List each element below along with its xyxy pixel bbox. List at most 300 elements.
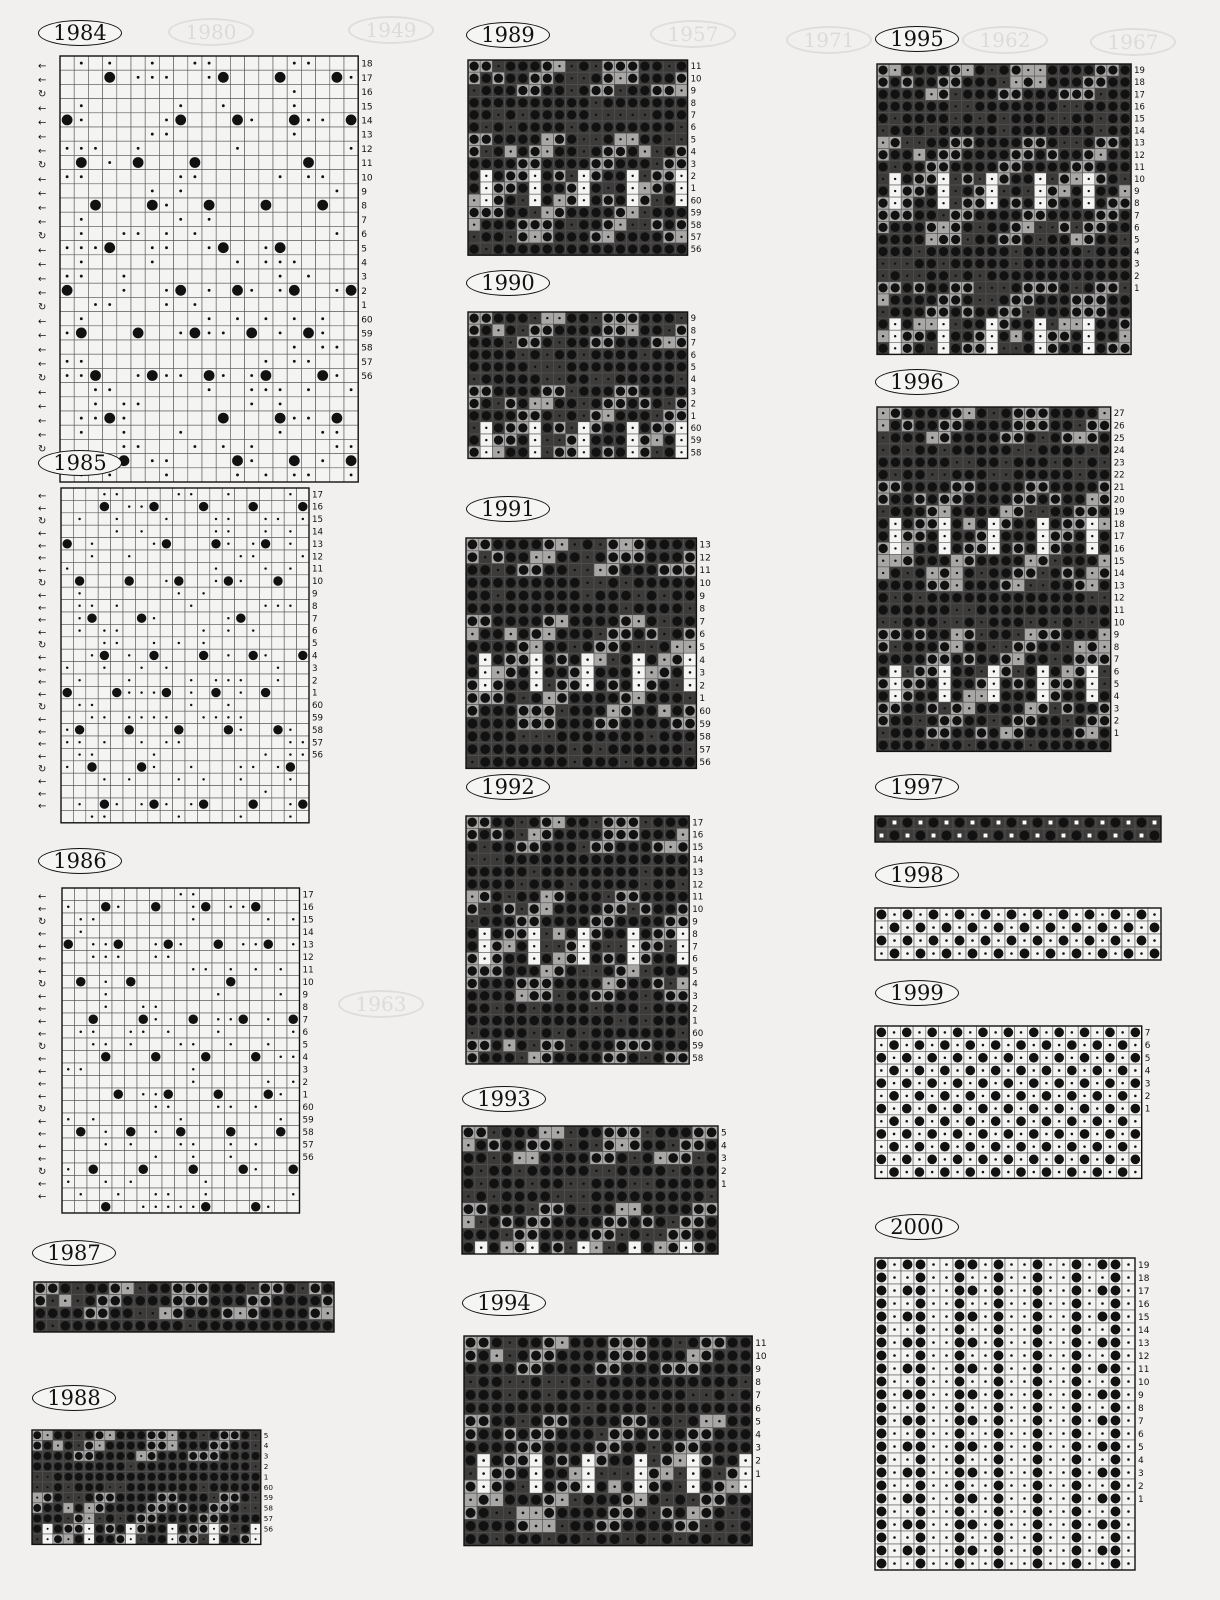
row-number: 58: [690, 220, 702, 231]
grid-cell: [316, 468, 330, 482]
grid-cell: [145, 468, 159, 482]
stitch-mark: [202, 716, 204, 718]
grid-cell: [297, 637, 309, 649]
year-label: 1985: [38, 450, 122, 476]
year-label: 1992: [466, 774, 550, 800]
grid-cell: [117, 383, 131, 397]
grid-cell: [87, 1126, 100, 1139]
grid-cell: [135, 562, 147, 574]
stitch-mark: [66, 729, 68, 731]
grid-cell: [197, 550, 209, 562]
grid-cell: [301, 212, 315, 226]
grid-cell: [187, 951, 200, 964]
stitch-dot: [236, 613, 245, 622]
grid-cell: [162, 1151, 175, 1164]
stitch-mark: [250, 289, 253, 292]
stitch-dot: [518, 135, 527, 144]
stitch-dot: [116, 1494, 124, 1502]
grid-cell: [150, 976, 163, 989]
grid-cell: [247, 662, 259, 674]
stitch-dot: [96, 1483, 104, 1491]
stitch-dot: [469, 244, 478, 253]
stitch-dot: [76, 157, 87, 168]
stitch-dot: [616, 208, 625, 217]
grid-cell: [150, 1138, 163, 1151]
row-number: 56: [302, 1152, 314, 1163]
stitch-mark: [165, 459, 168, 462]
stitch-dot: [570, 668, 580, 678]
grid-cell: [112, 1038, 125, 1051]
grid-cell: [259, 297, 273, 311]
grid-cell: [61, 513, 73, 525]
stitch-mark: [116, 518, 118, 520]
stitch-dot: [518, 147, 527, 156]
stitch-dot: [628, 374, 637, 383]
grid-cell: [275, 976, 288, 989]
stitch-dot: [189, 1473, 197, 1481]
grid-cell: [185, 786, 197, 798]
stitch-mark: [208, 388, 211, 391]
grid-cell: [98, 748, 110, 760]
row-number: 5: [690, 135, 697, 146]
grid-cell: [245, 269, 259, 283]
grid-cell: [98, 550, 110, 562]
stitch-dot: [543, 110, 552, 119]
grid-cell: [202, 340, 216, 354]
stitch-mark: [153, 766, 155, 768]
stitch-mark: [165, 232, 168, 235]
row-number: 60: [690, 423, 702, 434]
stitch-dot: [567, 374, 576, 383]
grid-cell: [159, 155, 173, 169]
stitch-mark: [279, 388, 282, 391]
stitch-dot: [493, 616, 503, 626]
stitch-dot: [567, 135, 576, 144]
grid-cell: [297, 488, 309, 500]
stitch-dot: [158, 1431, 166, 1439]
stitch-dot: [468, 540, 478, 550]
grid-cell: [245, 312, 259, 326]
stitch-dot: [665, 313, 674, 322]
stitch-dot: [519, 540, 529, 550]
stitch-dot: [518, 387, 527, 396]
stitch-dot: [506, 411, 515, 420]
grid-cell: [273, 198, 287, 212]
grid-cell: [137, 1188, 150, 1201]
stitch-mark: [293, 90, 296, 93]
stitch-dot: [468, 744, 478, 754]
stitch-mark: [279, 402, 282, 405]
stitch-dot: [506, 74, 515, 83]
grid-cell: [103, 226, 117, 240]
stitch-mark: [570, 427, 572, 429]
stitch-dot: [506, 98, 515, 107]
stitch-mark: [36, 1538, 38, 1540]
stitch-mark: [80, 175, 83, 178]
stitch-dot: [116, 1473, 124, 1481]
stitch-dot: [264, 940, 274, 950]
stitch-mark: [682, 883, 684, 885]
stitch-dot: [231, 1442, 239, 1450]
stitch-dot: [604, 147, 613, 156]
grid-cell: [187, 1051, 200, 1064]
grid-cell: [210, 773, 222, 785]
grid-cell: [235, 538, 247, 550]
stitch-mark: [178, 741, 180, 743]
grid-cell: [174, 241, 188, 255]
grid-cell: [131, 383, 145, 397]
grid-cell: [297, 600, 309, 612]
stitch-mark: [497, 114, 499, 116]
stitch-dot: [647, 552, 657, 562]
stitch-mark: [255, 1143, 258, 1146]
stitch-dot: [570, 732, 580, 742]
grid-cell: [125, 938, 138, 951]
grid-cell: [61, 587, 73, 599]
grid-cell: [174, 56, 188, 70]
stitch-dot: [506, 183, 515, 192]
watermark-year: 1967: [1090, 28, 1176, 56]
row-number: 2: [361, 286, 367, 297]
grid-cell: [330, 155, 344, 169]
stitch-mark: [240, 679, 242, 681]
stitch-mark: [108, 161, 111, 164]
stitch-dot: [591, 411, 600, 420]
stitch-dot: [596, 552, 606, 562]
stitch-mark: [80, 431, 83, 434]
stitch-dot: [469, 122, 478, 131]
row-number: 6: [690, 123, 697, 134]
stitch-mark: [167, 1193, 170, 1196]
stitch-mark: [533, 833, 535, 835]
stitch-mark: [612, 658, 615, 661]
row-number: 12: [312, 552, 324, 563]
stitch-dot: [149, 651, 158, 660]
grid-cell: [159, 340, 173, 354]
stitch-dot: [467, 842, 476, 851]
grid-cell: [287, 1201, 300, 1214]
stitch-dot: [542, 879, 551, 888]
stitch-dot: [96, 1462, 104, 1470]
stitch-dot: [211, 1296, 221, 1306]
stitch-mark: [289, 729, 291, 731]
grid-cell: [301, 127, 315, 141]
stitch-dot: [480, 830, 489, 839]
stitch-dot: [494, 362, 503, 371]
direction-arrow: ←: [38, 1078, 47, 1090]
stitch-dot: [583, 744, 593, 754]
stitch-mark: [497, 569, 500, 572]
grid-cell: [259, 454, 273, 468]
stitch-mark: [595, 65, 597, 67]
stitch-dot: [482, 232, 491, 241]
stitch-dot: [557, 604, 567, 614]
row-number: 5: [361, 244, 367, 255]
stitch-mark: [88, 1538, 90, 1540]
grid-cell: [148, 488, 160, 500]
stitch-mark: [165, 580, 167, 582]
stitch-dot: [532, 591, 542, 601]
stitch-dot: [201, 902, 211, 912]
grid-cell: [145, 283, 159, 297]
stitch-mark: [255, 1507, 257, 1509]
stitch-dot: [210, 1483, 218, 1491]
grid-cell: [137, 1138, 150, 1151]
stitch-mark: [548, 684, 551, 687]
grid-cell: [200, 1026, 213, 1039]
grid-cell: [160, 587, 172, 599]
grid-cell: [330, 383, 344, 397]
stitch-mark: [236, 147, 239, 150]
stitch-mark: [680, 138, 682, 140]
stitch-dot: [519, 680, 529, 690]
grid-cell: [259, 56, 273, 70]
grid-cell: [112, 1201, 125, 1214]
grid-cell: [316, 283, 330, 297]
stitch-mark: [240, 815, 242, 817]
stitch-dot: [677, 387, 686, 396]
stitch-dot: [672, 578, 682, 588]
stitch-mark: [631, 211, 633, 213]
direction-arrow: ←: [38, 1178, 47, 1190]
stitch-dot: [685, 757, 695, 767]
row-number: 8: [361, 201, 367, 212]
grid-cell: [112, 1001, 125, 1014]
stitch-dot: [608, 680, 618, 690]
grid-cell: [75, 1051, 88, 1064]
stitch-mark: [534, 402, 536, 404]
direction-arrow: ←: [38, 689, 47, 701]
stitch-dot: [480, 616, 490, 626]
grid-cell: [250, 926, 263, 939]
stitch-dot: [493, 693, 503, 703]
stitch-dot: [543, 244, 552, 253]
grid-cell: [62, 888, 75, 901]
stitch-dot: [629, 867, 638, 876]
stitch-mark: [179, 331, 182, 334]
stitch-mark: [80, 417, 83, 420]
stitch-dot: [75, 1462, 83, 1470]
stitch-dot: [75, 1473, 83, 1481]
stitch-dot: [544, 540, 554, 550]
grid-cell: [212, 926, 225, 939]
stitch-mark: [546, 138, 548, 140]
grid-cell: [159, 439, 173, 453]
knit-chart-1984: [38, 56, 373, 456]
stitch-dot: [616, 374, 625, 383]
grid-cell: [259, 70, 273, 84]
grid-cell: [162, 926, 175, 939]
row-number: 8: [699, 604, 706, 615]
stitch-dot: [672, 591, 682, 601]
stitch-dot: [616, 98, 625, 107]
stitch-dot: [204, 370, 215, 381]
grid-cell: [87, 1151, 100, 1164]
grid-cell: [250, 1188, 263, 1201]
stitch-dot: [179, 1452, 187, 1460]
stitch-dot: [567, 842, 576, 851]
stitch-mark: [151, 260, 154, 263]
stitch-mark: [583, 175, 585, 177]
grid-cell: [259, 798, 271, 810]
grid-cell: [237, 926, 250, 939]
stitch-dot: [579, 326, 588, 335]
stitch-mark: [47, 1486, 49, 1488]
stitch-dot: [54, 1473, 62, 1481]
stitch-mark: [496, 858, 498, 860]
grid-cell: [173, 711, 185, 723]
grid-cell: [202, 184, 216, 198]
grid-cell: [148, 550, 160, 562]
stitch-mark: [255, 1497, 257, 1499]
stitch-dot: [608, 604, 618, 614]
stitch-mark: [91, 815, 93, 817]
stitch-dot: [640, 313, 649, 322]
stitch-dot: [608, 757, 618, 767]
stitch-dot: [480, 706, 490, 716]
knit-chart-1991: [466, 538, 726, 768]
stitch-dot: [672, 744, 682, 754]
watermark-year: 1949: [348, 16, 434, 44]
stitch-mark: [293, 360, 296, 363]
grid-cell: [235, 624, 247, 636]
grid-cell: [287, 326, 301, 340]
stitch-mark: [80, 104, 83, 107]
stitch-mark: [130, 1043, 133, 1046]
direction-arrow: ←: [38, 401, 47, 413]
grid-cell: [137, 913, 150, 926]
stitch-dot: [33, 1525, 41, 1533]
grid-cell: [250, 1126, 263, 1139]
stitch-dot: [98, 1321, 108, 1331]
grid-cell: [188, 127, 202, 141]
grid-cell: [187, 976, 200, 989]
row-number: 3: [263, 1451, 269, 1461]
grid-cell: [125, 926, 138, 939]
row-number: 2: [302, 1077, 309, 1088]
stitch-dot: [665, 147, 674, 156]
stitch-dot: [530, 86, 539, 95]
stitch-dot: [519, 629, 529, 639]
stitch-dot: [98, 1309, 108, 1319]
stitch-dot: [677, 98, 686, 107]
stitch-mark: [94, 388, 97, 391]
stitch-dot: [151, 902, 161, 912]
direction-arrow: ←: [38, 565, 47, 577]
stitch-mark: [307, 62, 310, 65]
grid-cell: [235, 786, 247, 798]
stitch-dot: [579, 867, 588, 876]
grid-cell: [111, 724, 123, 736]
stitch-dot: [591, 122, 600, 131]
stitch-mark: [631, 138, 633, 140]
stitch-dot: [231, 1473, 239, 1481]
stitch-mark: [302, 555, 304, 557]
stitch-dot: [506, 387, 515, 396]
grid-cell: [174, 340, 188, 354]
grid-cell: [103, 212, 117, 226]
stitch-dot: [518, 61, 527, 70]
grid-cell: [235, 637, 247, 649]
stitch-mark: [484, 671, 487, 674]
grid-cell: [125, 1188, 138, 1201]
stitch-dot: [231, 1535, 239, 1543]
stitch-dot: [583, 540, 593, 550]
stitch-mark: [192, 1143, 195, 1146]
stitch-mark: [236, 317, 239, 320]
stitch-dot: [665, 98, 674, 107]
grid-cell: [73, 500, 85, 512]
stitch-dot: [323, 1284, 333, 1294]
row-number: 5: [699, 643, 706, 653]
stitch-mark: [302, 518, 304, 520]
stitch-mark: [484, 556, 487, 559]
stitch-dot: [517, 842, 526, 851]
grid-cell: [100, 1113, 113, 1126]
stitch-mark: [99, 1445, 101, 1447]
direction-arrow: ←: [38, 1116, 47, 1128]
stitch-mark: [122, 275, 125, 278]
grid-cell: [117, 468, 131, 482]
stitch-mark: [108, 303, 111, 306]
stitch-dot: [493, 629, 503, 639]
stitch-dot: [660, 540, 670, 550]
stitch-mark: [689, 646, 692, 649]
grid-cell: [61, 674, 73, 686]
stitch-dot: [665, 244, 674, 253]
stitch-mark: [242, 943, 245, 946]
grid-cell: [301, 283, 315, 297]
stitch-mark: [485, 248, 487, 250]
stitch-mark: [116, 493, 118, 495]
stitch-dot: [652, 135, 661, 144]
grid-cell: [160, 637, 172, 649]
direction-arrow: ←: [38, 330, 47, 342]
stitch-mark: [180, 1043, 183, 1046]
grid-cell: [125, 1151, 138, 1164]
stitch-dot: [685, 591, 695, 601]
stitch-dot: [220, 1514, 228, 1522]
grid-cell: [297, 575, 309, 587]
grid-cell: [103, 198, 117, 212]
stitch-dot: [608, 732, 618, 742]
stitch-dot: [161, 1284, 171, 1294]
stitch-dot: [567, 98, 576, 107]
grid-cell: [272, 748, 284, 760]
grid-cell: [137, 901, 150, 914]
stitch-dot: [311, 1309, 321, 1319]
stitch-dot: [672, 552, 682, 562]
grid-cell: [112, 1113, 125, 1126]
stitch-dot: [251, 1202, 261, 1212]
grid-cell: [202, 454, 216, 468]
grid-cell: [275, 913, 288, 926]
grid-cell: [230, 297, 244, 311]
grid-cell: [250, 1151, 263, 1164]
grid-cell: [245, 411, 259, 425]
stitch-dot: [168, 1483, 176, 1491]
stitch-mark: [680, 378, 682, 380]
stitch-dot: [596, 693, 606, 703]
stitch-dot: [232, 455, 243, 466]
grid-cell: [273, 99, 287, 113]
grid-cell: [162, 963, 175, 976]
stitch-dot: [89, 1015, 99, 1025]
stitch-dot: [482, 159, 491, 168]
grid-cell: [135, 674, 147, 686]
stitch-dot: [557, 655, 567, 665]
stitch-dot: [652, 387, 661, 396]
